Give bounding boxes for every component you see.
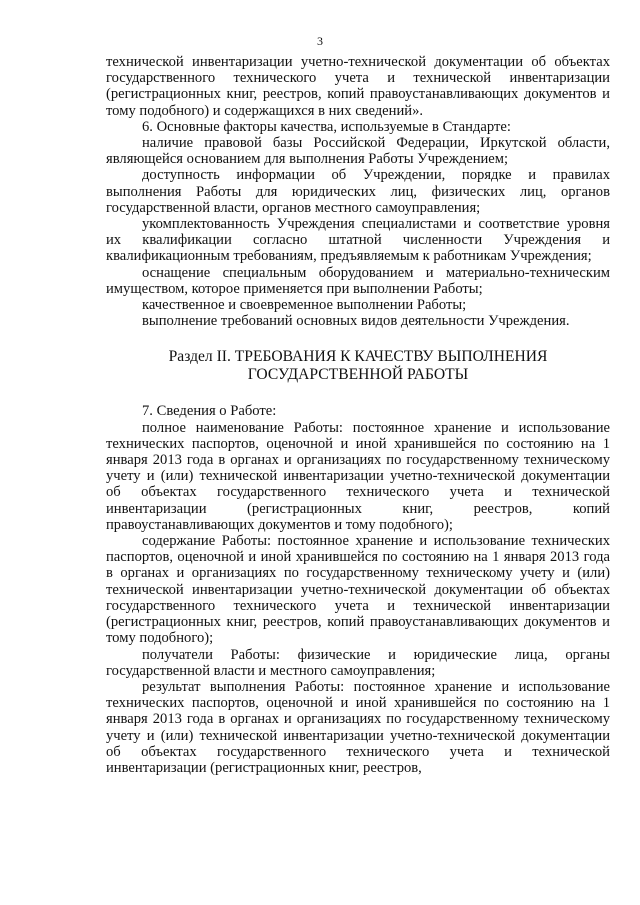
section-title-line-1: Раздел II. ТРЕБОВАНИЯ К КАЧЕСТВУ ВЫПОЛНЕНИЯ (168, 348, 548, 366)
section-title (106, 348, 610, 383)
work-recipients-paragraph: получатели Работы: физические и юридические лица, органы государственной власти и местного самоуправления; (106, 646, 610, 679)
quality-factor-information-access: доступность информации об Учреждении, порядке и правилах выполнения Работы для юридических лиц, физических лиц, органов государственной власти, органов местного самоуправления; (106, 167, 610, 216)
quality-factor-staffing: укомплектованность Учреждения специалистами и соответствие уровня их квалификации согласно штатной численности Учреждения и квалификационным требованиям, предъявляемым к работникам Учреждения; (106, 216, 610, 265)
work-content-paragraph: содержание Работы: постоянное хранение и использование технических паспортов, оценочной и иной хранившейся по состоянию на 1 января 2013 года в органах и организациях по государственному техническому учету и (или) технической инвентаризации учетно-технической документации об объектах государственного технического учета и технической инвентаризации (регистрационных книг, реестров, копий правоустанавливающих документов и тому подобного); (106, 533, 610, 647)
section-title-line-2: ГОСУДАРСТВЕННОЙ РАБОТЫ (247, 365, 469, 383)
quality-factor-core-activities: выполнение требований основных видов деятельности Учреждения. (142, 313, 570, 330)
quality-factor-legal-basis: наличие правовой базы Российской Федерации, Иркутской области, являющейся основанием для выполнения Работы Учреждением; (106, 135, 610, 168)
work-full-name-paragraph: полное наименование Работы: постоянное хранение и использование технических паспортов, оценочной и иной хранившейся по состоянию на 1 января 2013 года в органах и организациях по государственному техническому учету и (или) технической инвентаризации учетно-технической документации об объектах государственного технического учета и технической инвентаризации (регистрационных книг, реестров, копий правоустанавливающих документов и тому подобного); (106, 419, 610, 533)
continuation-paragraph: технической инвентаризации учетно-технической документации об объектах государственного технического учета и технической инвентаризации (регистрационных книг, реестров, копий правоустанавливающих документов и тому подобного) и содержащихся в них сведений». (106, 54, 610, 119)
page-number: 3 (317, 34, 323, 48)
item-6-heading: 6. Основные факторы качества, используемые в Стандарте: (142, 118, 511, 135)
quality-factor-timely-execution: качественное и своевременное выполнении Работы; (142, 297, 467, 314)
item-7-heading: 7. Сведения о Работе: (142, 403, 277, 420)
quality-factor-equipment: оснащение специальным оборудованием и материально-техническим имуществом, которое применяется при выполнении Работы; (106, 264, 610, 297)
work-result-paragraph: результат выполнения Работы: постоянное хранение и использование технических паспортов, оценочной и иной хранившейся по состоянию на 1 января 2013 года в органах и организациях по государственному техническому учету и (или) технической инвентаризации учетно-технической документации об объектах государственного технического учета и технической инвентаризации (регистрационных книг, реестров, (106, 678, 610, 776)
document-body (106, 54, 610, 776)
